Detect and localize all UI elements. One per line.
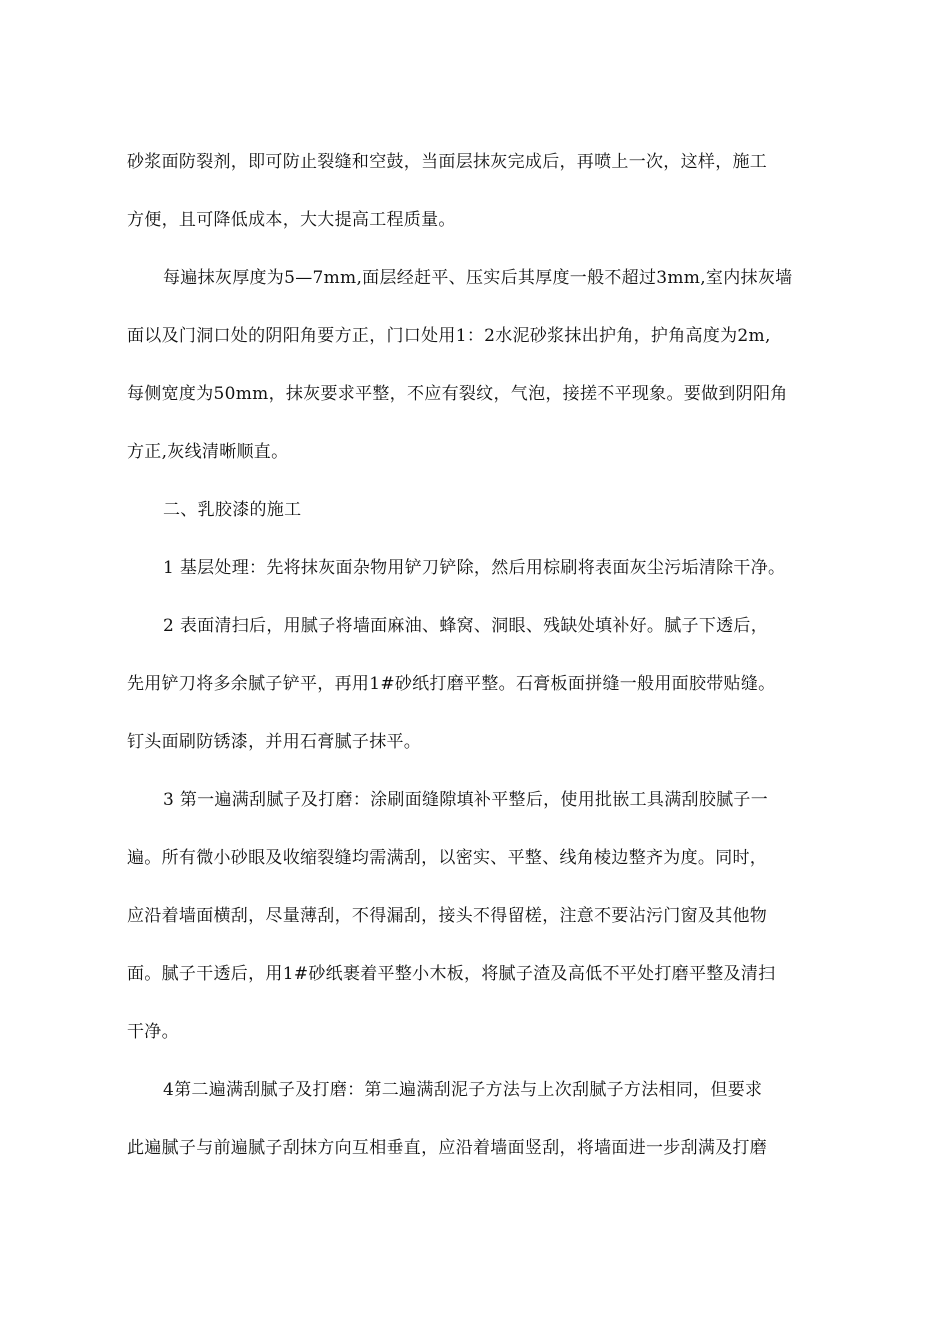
text-line: 1 基层处理：先将抹灰面杂物用铲刀铲除，然后用棕刷将表面灰尘污垢清除干净。 xyxy=(163,558,786,578)
text-line: 面以及门洞口处的阴阳角要方正，门口处用1：2水泥砂浆抹出护角，护角高度为2m, xyxy=(127,326,771,346)
text-line: 方正,灰线清晰顺直。 xyxy=(127,442,289,462)
text-line: 遍。所有微小砂眼及收缩裂缝均需满刮，以密实、平整、线角棱边整齐为度。同时， xyxy=(127,848,768,868)
text-line: 方便，且可降低成本，大大提高工程质量。 xyxy=(127,210,456,230)
text-line: 钉头面刷防锈漆，并用石膏腻子抹平。 xyxy=(127,732,422,752)
text-line: 4第二遍满刮腻子及打磨：第二遍满刮泥子方法与上次刮腻子方法相同，但要求 xyxy=(163,1080,763,1100)
text-line: 干净。 xyxy=(127,1022,179,1042)
text-line: 砂浆面防裂剂，即可防止裂缝和空鼓，当面层抹灰完成后，再喷上一次，这样，施工 xyxy=(127,152,768,172)
text-line: 每遍抹灰厚度为5—7mm,面层经赶平、压实后其厚度一般不超过3mm,室内抹灰墙 xyxy=(163,268,793,288)
text-line: 面。腻子干透后，用1#砂纸裹着平整小木板，将腻子渣及高低不平处打磨平整及清扫 xyxy=(127,964,776,984)
text-line: 2 表面清扫后，用腻子将墙面麻油、蜂窝、洞眼、残缺处填补好。腻子下透后， xyxy=(163,616,769,636)
text-line: 此遍腻子与前遍腻子刮抹方向互相垂直，应沿着墙面竖刮，将墙面进一步刮满及打磨 xyxy=(127,1138,768,1158)
section-heading: 二、乳胶漆的施工 xyxy=(163,500,302,520)
text-line: 3 第一遍满刮腻子及打磨：涂刷面缝隙填补平整后，使用批嵌工具满刮胶腻子一 xyxy=(163,790,769,810)
text-line: 每侧宽度为50mm，抹灰要求平整，不应有裂纹，气泡，接搓不平现象。要做到阴阳角 xyxy=(127,384,788,404)
text-line: 先用铲刀将多余腻子铲平，再用1#砂纸打磨平整。石膏板面拼缝一般用面胶带贴缝。 xyxy=(127,674,776,694)
text-line: 应沿着墙面横刮，尽量薄刮，不得漏刮，接头不得留槎，注意不要沾污门窗及其他物 xyxy=(127,906,768,926)
